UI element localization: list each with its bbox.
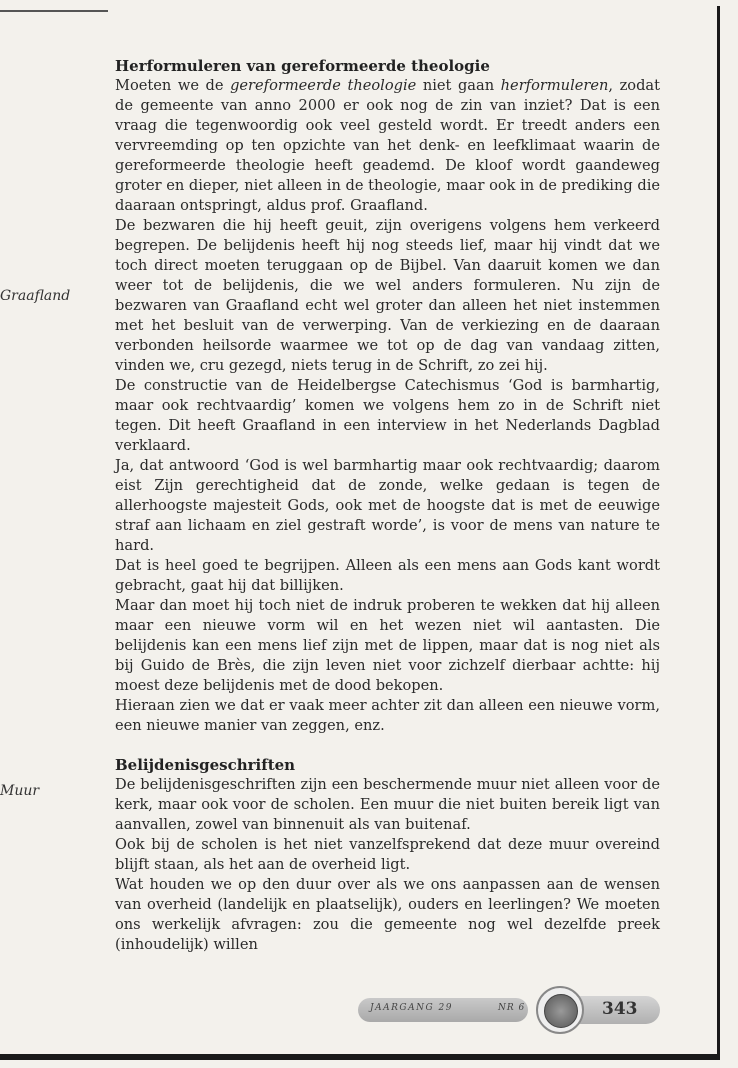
emphasis: herformuleren: [500, 77, 609, 94]
text: niet gaan: [416, 77, 501, 94]
paragraph: Ook bij de scholen is het niet vanzelfsprekend dat deze muur overeind blijft staan, als het aan de overheid ligt.: [115, 836, 660, 873]
seal-emblem-icon: [544, 994, 578, 1028]
top-rule: [0, 10, 108, 12]
paragraph: Hieraan zien we dat er vaak meer achter zit dan alleen een nieuwe vorm, een nieuwe manier van zeggen, enz.: [115, 697, 660, 734]
paragraph: De constructie van de Heidelbergse Catechismus ‘God is barmhartig, maar ook rechtvaardig’ komen we volgens hem zo in de Schrift niet tegen. Dit heeft Graafland in een interview in het Nederlands Dagblad verklaard.: [115, 377, 660, 454]
section-heading-herformuleren: Herformuleren van gereformeerde theologie: [115, 57, 490, 75]
paragraph: Maar dan moet hij toch niet de indruk proberen te wekken dat hij alleen maar een nieuwe vorm wil en het wezen niet wil aantasten. Die belijdenis kan een mens lief zijn met de lippen, maar dat is nog niet als bij Guido de Brès, die zijn leven niet voor zichzelf dierbaar achtte: hij moest deze belijdenis met de dood bekopen.: [115, 597, 660, 694]
text: Moeten we de: [115, 77, 231, 94]
section-heading-belijdenisgeschriften: Belijdenisgeschriften: [115, 756, 296, 774]
article-body: [115, 56, 660, 955]
journal-volume: JAARGANG 29: [370, 1003, 453, 1013]
paragraph: Ja, dat antwoord ‘God is wel barmhartig maar ook rechtvaardig; daarom eist Zijn gerechtigheid dat de zonde, welke gedaan is tegen de allerhoogste majesteit Gods, ook met de hoogste dat is met de eeuwige straf aan lichaam en ziel gestraft worde’, is voor de mens van nature te hard.: [115, 457, 660, 554]
page-footer: [358, 986, 658, 1036]
paragraph: [115, 76, 660, 216]
margin-note-graafland: Graafland: [0, 288, 71, 304]
page-edge: [717, 6, 720, 1054]
margin-note-muur: Muur: [0, 783, 40, 799]
bottom-bar: [0, 1054, 720, 1060]
paragraph: De bezwaren die hij heeft geuit, zijn overigens volgens hem verkeerd begrepen. De belijdenis heeft hij nog steeds lief, maar hij vindt dat we toch direct moeten teruggaan op de Bijbel. Van daaruit komen we dan weer tot de belijdenis, die we wel anders formuleren. Nu zijn de bezwaren van Graafland echt wel groter dan alleen het niet instemmen met het besluit van de verwerping. Van de verkiezing en de daaraan verbonden heilsorde waarmee we tot op de dag van vandaag zitten, vinden we, cru gezegd, niets terug in de Schrift, zo zei hij.: [115, 217, 660, 374]
paragraph: De belijdenisgeschriften zijn een beschermende muur niet alleen voor de kerk, maar ook voor de scholen. Een muur die niet buiten bereik ligt van aanvallen, zowel van binnenuit als van buitenaf.: [115, 776, 660, 833]
section-gap: [115, 736, 660, 755]
emphasis: gereformeerde theologie: [230, 77, 417, 94]
page-number: 343: [602, 999, 638, 1019]
paragraph: Dat is heel goed te begrijpen. Alleen als een mens aan Gods kant wordt gebracht, gaat hij dat billijken.: [115, 557, 660, 594]
seal-icon: [536, 986, 584, 1034]
journal-issue: NR 6: [498, 1003, 526, 1013]
paragraph: Wat houden we op den duur over als we ons aanpassen aan de wensen van overheid (landelijk en plaatselijk), ouders en leerlingen? We moeten ons werkelijk afvragen: zou die gemeente nog wel dezelfde preek (inhoudelijk) willen: [115, 876, 660, 953]
text: , zodat de gemeente van anno 2000 er ook nog de zin van inziet? Dat is een vraag die tegenwoordig ook veel gesteld wordt. Er treedt anders een vervreemding op ten opzichte van het denk- en leefklimaat waarin de gereformeerde theologie heeft geademd. De kloof wordt gaandeweg groter en dieper, niet alleen in de theologie, maar ook in de prediking die daaraan ontspringt, aldus prof. Graafland.: [115, 77, 660, 214]
